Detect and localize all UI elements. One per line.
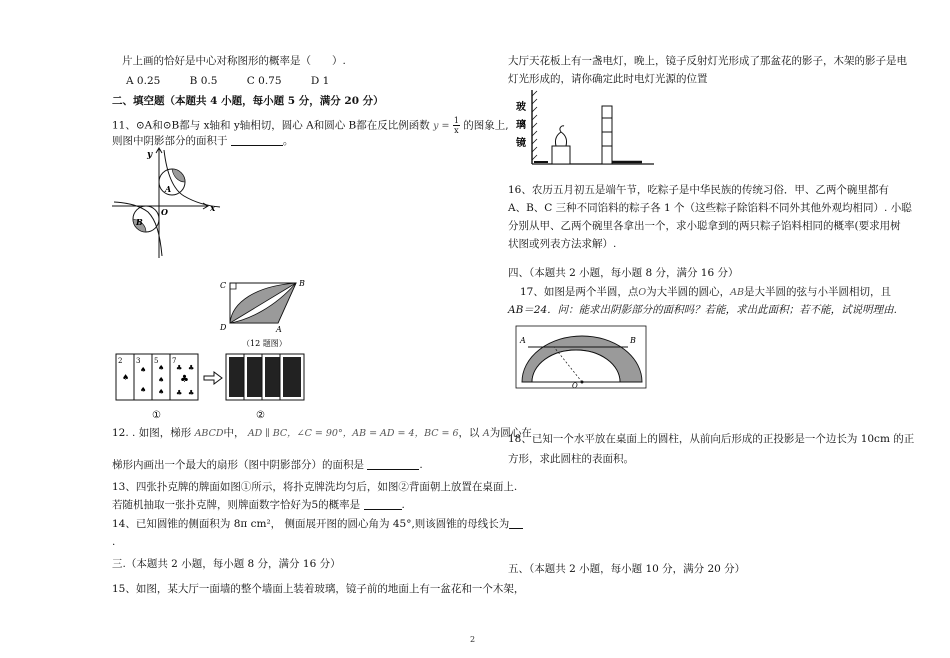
q13-answer-blank [364, 498, 402, 510]
option-b: B 0.5 [189, 75, 218, 87]
option-a: A 0.25 [126, 75, 161, 87]
q17-math-o: O [638, 287, 647, 298]
fig11-O: O [161, 207, 168, 217]
club-icon: ♣ [188, 364, 195, 372]
q14-line2: . [112, 536, 116, 548]
section5-heading: 五、（本题共 2 小题，每小题 10 分，满分 20 分） [508, 563, 746, 575]
face-down-cards [226, 354, 304, 400]
q14-answer-blank [509, 517, 523, 529]
flower-pot-icon [552, 126, 570, 164]
q17-text-b: 为大半圆的圆心， [646, 286, 731, 298]
fig11-B: B [136, 217, 143, 227]
card-back-4 [283, 357, 301, 397]
fig11-x: x [210, 204, 216, 214]
q12-text-b: 中， [223, 427, 245, 439]
fig17-B: B [630, 336, 636, 345]
q11-suffix: 的图象上, [463, 119, 509, 132]
club-icon: ♣ [180, 374, 189, 385]
spade-icon: ♠ [158, 364, 165, 372]
q16-line2: A、B、C 三种不同馅料的粽子各 1 个（这些粽子除馅料不同外其他外观均相同）. 小聪 [508, 202, 912, 214]
q11-prefix: 11、⊙A和⊙B都与 x轴和 y轴相切，圆心 A和圆心 B都在反比例函数 [112, 119, 430, 132]
q11-line2 [112, 134, 293, 149]
fig12-C: C [220, 281, 227, 290]
figure-15 [508, 88, 658, 168]
q12-math-conditions: AD ∥ BC，∠C = 90°，AB = AD = 4，BC = 6 [247, 428, 459, 439]
q17-line2: AB＝24．问：能求出阴影部分的面积吗？若能，求出此面积；若不能，试说明理由. [508, 304, 897, 316]
spade-icon: ♠ [158, 388, 165, 396]
q13-line2 [112, 498, 405, 513]
q15-line2: 大厅天花板上有一盏电灯，晚上，镜子反射灯光形成了那盆花的影子，木架的影子是电 [508, 55, 907, 67]
q12-math-a: A [482, 428, 490, 439]
q18-line2: 方形，求此圆柱的表面积。 [508, 453, 634, 465]
q16-line3: 分别从甲、乙两个碗里各拿出一个，求小聪拿到的两只粽子馅料相同的概率(要求用树 [508, 220, 901, 232]
q11-func-lhs: y = [433, 120, 450, 132]
card-value-2: 3 [136, 357, 141, 365]
club-icon: ♣ [176, 389, 183, 397]
figure-11 [112, 148, 222, 260]
spade-icon: ♠ [122, 373, 130, 382]
q12-answer-blank [367, 458, 419, 470]
q12-line2 [112, 458, 423, 473]
q13-end: . [401, 499, 405, 511]
face-up-cards [116, 354, 198, 400]
page-number: 2 [470, 635, 476, 644]
option-c: C 0.75 [246, 75, 282, 87]
figure-13 [116, 352, 306, 426]
q16-line1: 16、农历五月初五是端午节，吃粽子是中华民族的传统习俗．甲、乙两个碗里都有 [508, 184, 889, 196]
fig17-A: A [520, 336, 526, 345]
fig12-A: A [276, 325, 282, 334]
q12-math-abcd: ABCD [194, 428, 224, 439]
q17-line1 [520, 285, 891, 300]
q12-text-c: ，以 [458, 427, 480, 439]
section4-heading: 四、（本题共 2 小题，每小题 8 分，满分 16 分） [508, 267, 739, 279]
fig13-label-2: ② [256, 410, 265, 421]
q12-text-a: 12. . 如图，梯形 [112, 427, 192, 439]
q14-line1-text: 14、已知圆锥的侧面积为 8π cm²， 侧面展开图的圆心角为 45°,则该圆锥的母线长为 [112, 518, 510, 530]
q15-line1: 15、如图，某大厅一面墙的整个墙面上装着玻璃，镜子前的地面上有一盆花和一个木架， [112, 583, 525, 595]
section3-heading: 三.（本题共 2 小题，每小题 8 分，满分 16 分） [112, 558, 341, 570]
club-icon: ♣ [188, 389, 195, 397]
glass-char-3: 镜 [516, 138, 526, 149]
glass-char-1: 玻 [516, 102, 526, 113]
figure-12 [212, 280, 322, 350]
fig12-B: B [299, 279, 305, 288]
q10-tail: 片上画的恰好是中心对称图形的概率是（ ）. [122, 55, 346, 67]
card-value-4: 7 [172, 357, 177, 365]
glass-hatch [532, 91, 537, 160]
q11-answer-blank [231, 134, 283, 146]
spade-icon: ♠ [140, 366, 147, 374]
q17-text-a: 17、如图是两个半圆，点 [520, 286, 639, 298]
q17-math-ab: AB [730, 287, 745, 298]
q13-line2-text: 若随机抽取一张扑克牌，则牌面数字恰好为5的概率是 [112, 499, 361, 511]
fig11-y: y [147, 150, 153, 160]
fig13-label-1: ① [152, 410, 161, 421]
q12-line1 [112, 426, 532, 441]
section2-heading: 二、填空题（本题共 4 小题，每小题 5 分，满分 20 分） [112, 95, 384, 107]
glass-char-2: 璃 [516, 120, 526, 131]
q12-line2-text: 梯形内画出一个最大的扇形（图中阴影部分）的面积是 [112, 459, 364, 471]
club-icon: ♣ [176, 364, 183, 372]
arrow-right-icon [204, 372, 222, 384]
q10-options [126, 74, 355, 89]
q11-fraction [453, 116, 460, 135]
q12-end: . [419, 459, 423, 471]
figure-17 [516, 326, 648, 390]
q11-line2-text: 则图中阴影部分的面积于 [112, 135, 228, 147]
q16-line4: 状图或列表方法求解）. [508, 238, 617, 250]
card-value-1: 2 [118, 357, 123, 365]
fig17-O: O [572, 382, 578, 390]
fig12-caption: （12 题图） [242, 339, 287, 348]
q15-line3: 灯光形成的，请你确定此时电灯光源的位置 [508, 73, 708, 85]
wooden-shelf-icon [602, 106, 612, 164]
q14-line1 [112, 517, 523, 532]
fig12-D: D [220, 323, 227, 332]
q11-fraction-num: 1 [453, 116, 459, 125]
q11-end: 。 [282, 135, 294, 147]
q17-text-c: 是大半圆的弦与小半圆相切，且 [744, 286, 892, 298]
card-value-3: 5 [154, 357, 159, 365]
q12-text-d: 为圆心在 [489, 427, 532, 439]
q18-line1: 18、已知一个水平放在桌面上的圆柱，从前向后形成的正投影是一个边长为 10cm 的正 [508, 433, 915, 445]
option-d: D 1 [310, 75, 330, 87]
q11-fraction-den: x [454, 126, 459, 135]
spade-icon: ♠ [158, 376, 165, 384]
q13-line1: 13、四张扑克牌的牌面如图①所示，将扑克牌洗均匀后，如图②背面朝上放置在桌面上. [112, 481, 518, 493]
q11-line1 [112, 116, 509, 135]
fig11-A: A [165, 184, 172, 194]
spade-icon: ♠ [140, 386, 147, 394]
